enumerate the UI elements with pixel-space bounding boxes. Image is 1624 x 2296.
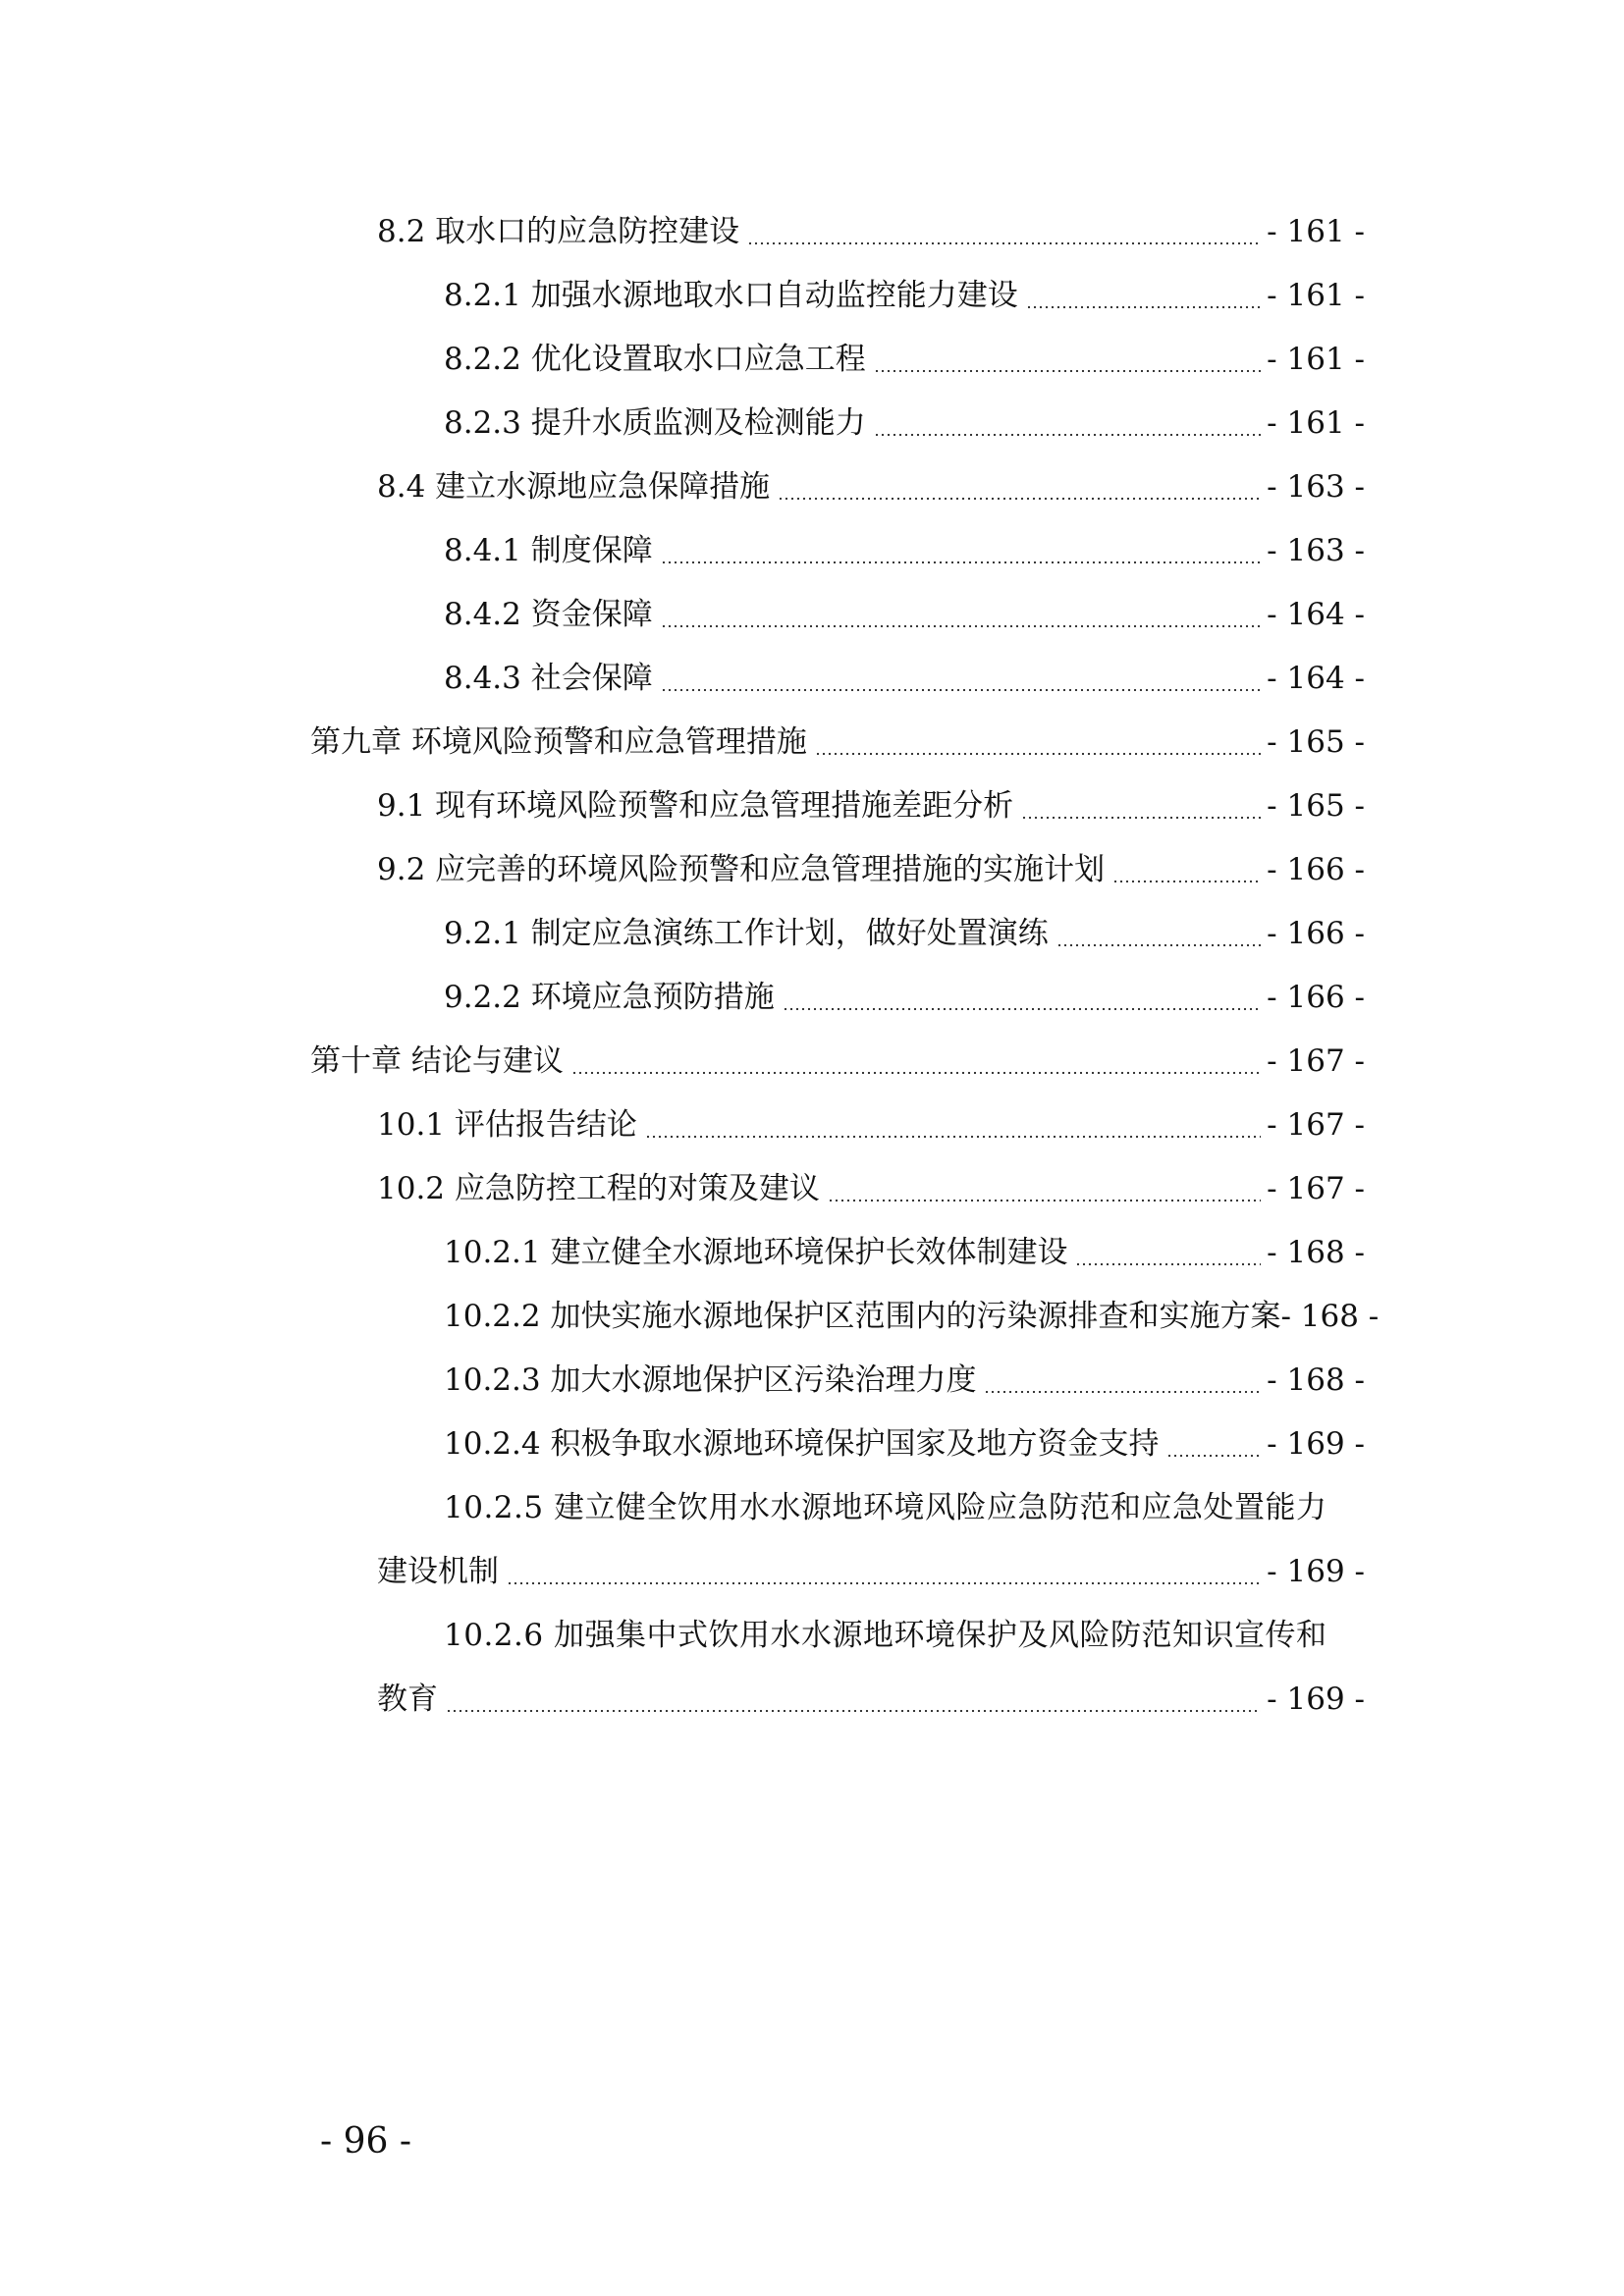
toc-entry-9-1[interactable] — [0, 776, 1624, 835]
toc-entry-title: 8.4.2 资金保障 — [444, 597, 653, 632]
toc-entry-line — [444, 968, 1365, 1027]
toc-entry-8-2[interactable] — [0, 202, 1624, 261]
dot-leader — [661, 688, 1261, 692]
toc-entry-10-2-2[interactable] — [0, 1287, 1624, 1346]
toc-entry-page: - 168 - — [1267, 1235, 1365, 1270]
dot-leader — [1166, 1454, 1261, 1458]
toc-entry-page: - 161 - — [1267, 342, 1365, 377]
toc-entry-8-2-1[interactable] — [0, 266, 1624, 325]
toc-entry-title: 10.2 应急防控工程的对策及建议 — [377, 1171, 820, 1206]
toc-entry-10-2-3[interactable] — [0, 1351, 1624, 1410]
toc-entry-title-line2: 建设机制 — [377, 1554, 499, 1589]
toc-entry-page: - 161 - — [1267, 405, 1365, 441]
toc-entry-line — [444, 1415, 1365, 1473]
dot-leader — [874, 433, 1261, 437]
toc-entry-line — [444, 904, 1365, 963]
toc-entry-title: 8.4.3 社会保障 — [444, 661, 653, 696]
toc-entry-page: - 166 - — [1267, 852, 1365, 887]
toc-entry-title-line1: 10.2.6 加强集中式饮用水水源地环境保护及风险防范知识宣传和 — [444, 1618, 1327, 1653]
toc-entry-page: - 167 - — [1267, 1171, 1365, 1206]
toc-entry-line — [377, 1095, 1365, 1154]
toc-entry-line — [377, 1670, 1365, 1729]
dot-leader — [1112, 880, 1261, 883]
toc-entry-title: 8.4.1 制度保障 — [444, 533, 653, 568]
toc-entry-page: - 168 - — [1267, 1362, 1365, 1398]
dot-leader — [661, 624, 1261, 628]
toc-entry-page: - 161 - — [1267, 214, 1365, 249]
page-number: - 96 - — [320, 2121, 412, 2162]
toc-entry-line — [444, 521, 1365, 580]
toc-entry-9-2-1[interactable] — [0, 904, 1624, 963]
toc-entry-line — [444, 1223, 1365, 1282]
toc-entry-page: - 169 - — [1267, 1426, 1365, 1462]
toc-entry-title: 10.2.3 加大水源地保护区污染治理力度 — [444, 1362, 977, 1398]
dot-leader — [815, 752, 1261, 756]
dot-leader — [571, 1071, 1261, 1075]
toc-entry-10-2[interactable] — [0, 1159, 1624, 1218]
toc-entry-title: 8.4 建立水源地应急保障措施 — [377, 469, 771, 505]
toc-entry-line — [310, 1032, 1365, 1091]
toc-entry-title: 8.2 取水口的应急防控建设 — [377, 214, 740, 249]
dot-leader — [1021, 816, 1261, 820]
toc-entry-title: 10.2.2 加快实施水源地保护区范围内的污染源排查和实施方案 — [444, 1299, 1281, 1334]
toc-entry-8-4-3[interactable] — [0, 649, 1624, 708]
toc-entry-line — [444, 1287, 1390, 1346]
toc-entry-8-4-1[interactable] — [0, 521, 1624, 580]
toc-entry-line — [377, 1542, 1365, 1601]
toc-entry-line — [444, 1351, 1365, 1410]
dot-leader — [828, 1199, 1261, 1202]
dot-leader — [661, 561, 1261, 564]
toc-entry-line — [377, 776, 1365, 835]
toc-entry-page: - 165 - — [1267, 724, 1365, 760]
toc-entry-chapter-9[interactable] — [0, 713, 1624, 772]
toc-entry-line — [444, 266, 1365, 325]
dot-leader — [747, 241, 1261, 245]
toc-entry-page: - 165 - — [1267, 788, 1365, 824]
toc-entry-8-2-2[interactable] — [0, 330, 1624, 389]
dot-leader — [446, 1709, 1261, 1713]
toc-entry-page: - 163 - — [1267, 469, 1365, 505]
toc-entry-line — [444, 330, 1365, 389]
toc-entry-line — [377, 457, 1365, 516]
dot-leader — [1075, 1262, 1261, 1266]
toc-entry-line — [444, 585, 1365, 644]
toc-entry-line — [377, 840, 1365, 899]
toc-entry-title: 9.2.2 环境应急预防措施 — [444, 980, 775, 1015]
toc-entry-10-1[interactable] — [0, 1095, 1624, 1154]
toc-entry-page: - 161 - — [1267, 278, 1365, 313]
toc-entry-title: 第十章 结论与建议 — [310, 1043, 564, 1079]
toc-entry-line — [310, 713, 1365, 772]
toc-entry-page: - 163 - — [1267, 533, 1365, 568]
toc-entry-title-line1: 10.2.5 建立健全饮用水水源地环境风险应急防范和应急处置能力 — [444, 1490, 1327, 1525]
toc-entry-line — [377, 202, 1365, 261]
dot-leader — [645, 1135, 1261, 1139]
toc-entry-title: 第九章 环境风险预警和应急管理措施 — [310, 724, 807, 760]
toc-entry-page: - 169 - — [1267, 1554, 1365, 1589]
toc-entry-line — [444, 394, 1365, 453]
dot-leader — [507, 1581, 1261, 1585]
toc-entry-10-2-5[interactable] — [0, 1478, 1624, 1606]
toc-entry-line — [377, 1159, 1365, 1218]
toc-entry-page: - 164 - — [1267, 597, 1365, 632]
toc-entry-10-2-6[interactable] — [0, 1606, 1624, 1734]
toc-entry-10-2-4[interactable] — [0, 1415, 1624, 1473]
dot-leader — [1026, 305, 1261, 309]
toc-entry-8-4-2[interactable] — [0, 585, 1624, 644]
dot-leader — [1056, 943, 1261, 947]
toc-entry-10-2-1[interactable] — [0, 1223, 1624, 1282]
toc-entry-page: - 167 - — [1267, 1043, 1365, 1079]
toc-entry-page: - 164 - — [1267, 661, 1365, 696]
toc-entry-title-line2: 教育 — [377, 1682, 438, 1717]
toc-entry-page: - 168 - — [1280, 1299, 1380, 1334]
dot-leader — [778, 497, 1261, 501]
toc-entry-title: 10.1 评估报告结论 — [377, 1107, 637, 1143]
toc-entry-title: 8.2.1 加强水源地取水口自动监控能力建设 — [444, 278, 1018, 313]
toc-entry-9-2[interactable] — [0, 840, 1624, 899]
toc-entry-page: - 169 - — [1267, 1682, 1365, 1717]
toc-entry-title: 9.2.1 制定应急演练工作计划，做好处置演练 — [444, 916, 1049, 951]
toc-entry-line — [444, 649, 1365, 708]
toc-entry-title: 8.2.3 提升水质监测及检测能力 — [444, 405, 866, 441]
toc-entry-title: 8.2.2 优化设置取水口应急工程 — [444, 342, 866, 377]
toc-entry-title: 10.2.1 建立健全水源地环境保护长效体制建设 — [444, 1235, 1068, 1270]
toc-entry-8-2-3[interactable] — [0, 394, 1624, 453]
toc-entry-title: 10.2.4 积极争取水源地环境保护国家及地方资金支持 — [444, 1426, 1160, 1462]
dot-leader — [984, 1390, 1261, 1394]
toc-entry-8-4[interactable] — [0, 457, 1624, 516]
toc-entry-9-2-2[interactable] — [0, 968, 1624, 1027]
toc-entry-page: - 167 - — [1267, 1107, 1365, 1143]
toc-entry-page: - 166 - — [1267, 916, 1365, 951]
dot-leader — [783, 1007, 1261, 1011]
toc-entry-title: 9.2 应完善的环境风险预警和应急管理措施的实施计划 — [377, 852, 1106, 887]
toc-entry-page: - 166 - — [1267, 980, 1365, 1015]
toc-entry-chapter-10[interactable] — [0, 1032, 1624, 1091]
dot-leader — [874, 369, 1261, 373]
toc-entry-title: 9.1 现有环境风险预警和应急管理措施差距分析 — [377, 788, 1014, 824]
